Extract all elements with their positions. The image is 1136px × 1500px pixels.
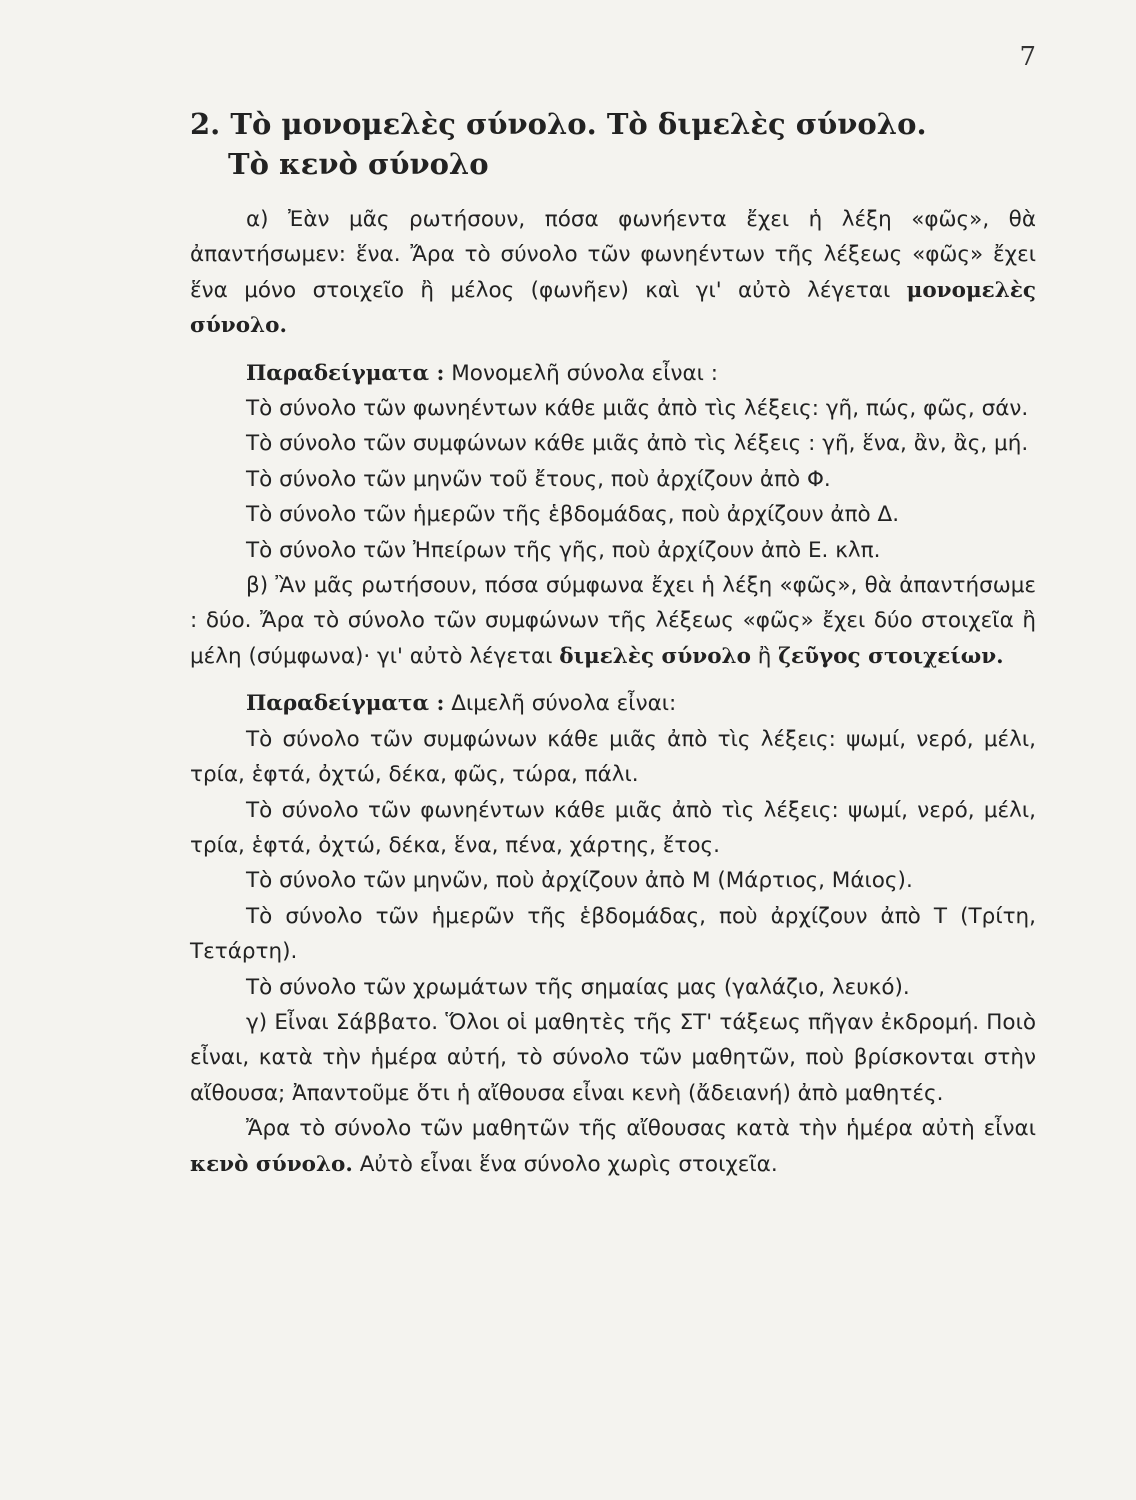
term-zeugos: ζεῦγος στοιχείων. [778,643,1004,669]
example-item: Τὸ σύνολο τῶν ἡμερῶν τῆς ἑβδομάδας, ποὺ ἀρχίζουν ἀπὸ Δ. [246,502,900,528]
body-text [190,202,1036,1182]
examples-label: Παραδείγματα : [246,360,445,386]
heading-line-2: Τὸ κενὸ σύνολο [228,147,489,181]
paragraph-beta: β) Ἂν μᾶς ρωτήσουν, πόσα σύμφωνα ἔχει ἡ λέξη «φῶς», θὰ ἀπαντήσωμε : δύο. Ἄρα τὸ σύνολο τῶν συμφώνων τῆς λέξεως «φῶς» ἔχει δύο στοιχεῖα ἢ μέλη (σύμφωνα)· γι' αὐτὸ λέγεται διμελὲς σύνολο ἢ ζεῦγος στοιχείων. [190,573,1036,669]
example-item: Τὸ σύνολο τῶν μηνῶν τοῦ ἔτους, ποὺ ἀρχίζουν ἀπὸ Φ. [246,466,831,492]
example-item: Τὸ σύνολο τῶν χρωμάτων τῆς σημαίας μας (γαλάζιο, λευκό). [246,974,910,1000]
term-monomeles: μονομελὲς σύνολο. [190,277,1036,339]
section-heading [190,104,1050,184]
example-item: Τὸ σύνολο τῶν Ἠπείρων τῆς γῆς, ποὺ ἀρχίζουν ἀπὸ Ε. κλπ. [246,537,881,563]
example-item: Τὸ σύνολο τῶν φωνηέντων κάθε μιᾶς ἀπὸ τὶς λέξεις: ψωμί, νερό, μέλι, τρία, ἑφτά, ὀχτώ, δέκα, ἕνα, πένα, χάρτης, ἔτος. [190,797,1036,858]
paragraph-conclusion: Ἄρα τὸ σύνολο τῶν μαθητῶν τῆς αἴθουσας κατὰ τὴν ἡμέρα αὐτὴ εἶναι κενὸ σύνολο. Αὐτὸ εἶναι ἕνα σύνολο χωρὶς στοιχεῖα. [190,1116,1036,1177]
term-dimeles: διμελὲς σύνολο [559,643,751,669]
example-item: Τὸ σύνολο τῶν συμφώνων κάθε μιᾶς ἀπὸ τὶς λέξεις : γῆ, ἕνα, ἂν, ἂς, μή. [246,431,1029,457]
paragraph-alpha: α) Ἐὰν μᾶς ρωτήσουν, πόσα φωνήεντα ἔχει ἡ λέξη «φῶς», θὰ ἀπαντήσωμεν: ἕνα. Ἄρα τὸ σύνολο τῶν φωνηέντων τῆς λέξεως «φῶς» ἔχει ἕνα μόνο στοιχεῖο ἢ μέλος (φωνῆεν) καὶ γι' αὐτὸ λέγεται μονομελὲς σύνολο. [190,207,1036,339]
paragraph-gamma: γ) Εἶναι Σάββατο. Ὅλοι οἱ μαθητὲς τῆς ΣΤ' τάξεως πῆγαν ἐκδρομή. Ποιὸ εἶναι, κατὰ τὴν ἡμέρα αὐτή, τὸ σύνολο τῶν μαθητῶν, ποὺ βρίσκονται στὴν αἴθουσα; Ἀπαντοῦμε ὅτι ἡ αἴθουσα εἶναι κενὴ (ἄδειανή) ἀπὸ μαθητές. [190,1009,1036,1106]
example-item: Τὸ σύνολο τῶν μηνῶν, ποὺ ἀρχίζουν ἀπὸ Μ (Μάρτιος, Μάιος). [246,868,913,894]
term-keno: κενὸ σύνολο. [190,1151,353,1177]
page-number: 7 [1019,42,1036,72]
example-item: Τὸ σύνολο τῶν ἡμερῶν τῆς ἑβδομάδας, ποὺ ἀρχίζουν ἀπὸ Τ (Τρίτη, Τετάρτη). [190,903,1036,965]
examples-label: Παραδείγματα : [246,691,445,717]
example-item: Τὸ σύνολο τῶν συμφώνων κάθε μιᾶς ἀπὸ τὶς λέξεις: ψωμί, νερό, μέλι, τρία, ἑφτά, ὀχτώ, δέκα, φῶς, τώρα, πάλι. [190,726,1036,788]
example-item: Τὸ σύνολο τῶν φωνηέντων κάθε μιᾶς ἀπὸ τὶς λέξεις: γῆ, πώς, φῶς, σάν. [246,396,1029,422]
examples-heading: Παραδείγματα : Μονομελῆ σύνολα εἶναι : [246,360,719,386]
examples-heading: Παραδείγματα : Διμελῆ σύνολα εἶναι: [246,691,677,717]
heading-line-1: 2. Τὸ μονομελὲς σύνολο. Τὸ διμελὲς σύνολο. [190,107,927,141]
